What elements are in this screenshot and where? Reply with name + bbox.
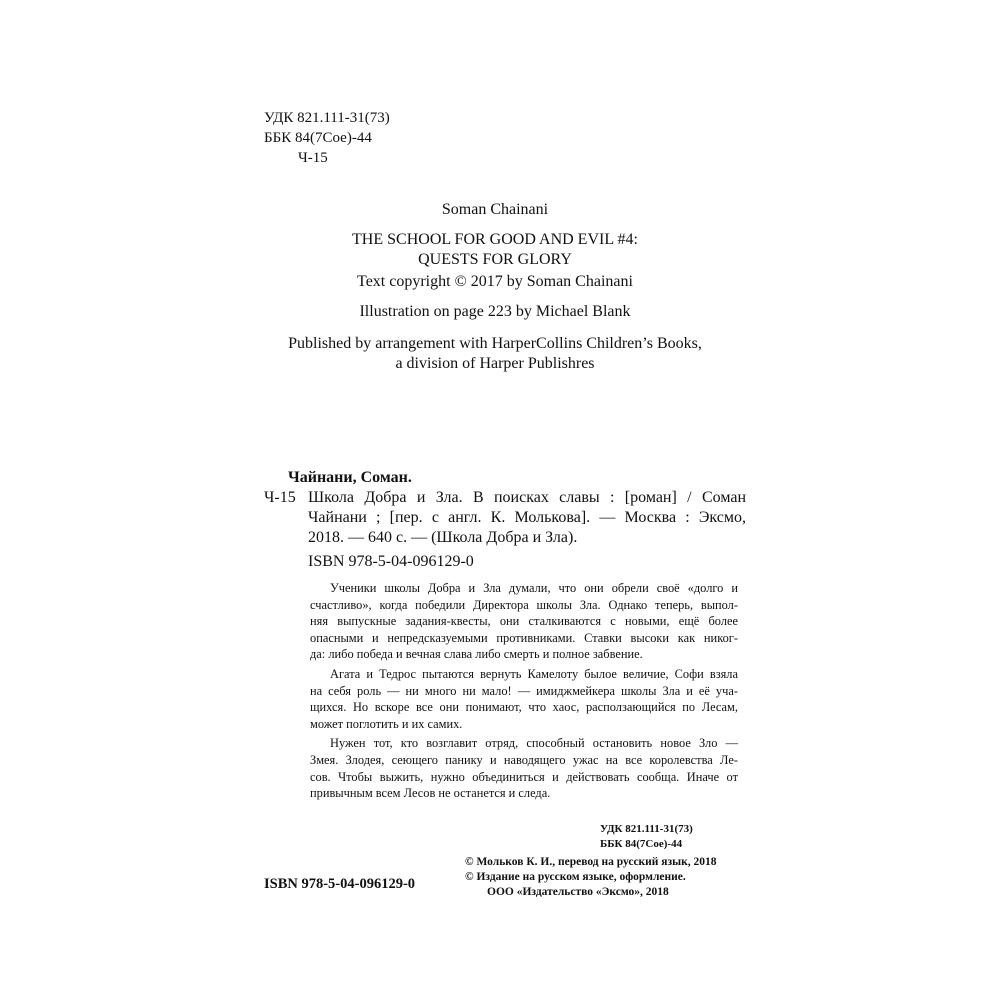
bibliographic-record	[264, 468, 746, 572]
publisher-note	[250, 334, 740, 374]
annotation-line: привычным всем Лесов не останется и следа.	[310, 786, 551, 801]
annotation-paragraph	[290, 666, 738, 732]
bib-line3: 2018. — 640 с. — (Школа Добра и Зла).	[308, 529, 578, 546]
original-title	[260, 230, 730, 270]
bib-code: Ч-15	[264, 489, 296, 506]
annotation	[290, 580, 738, 802]
bib-author: Чайнани, Соман.	[288, 469, 412, 486]
author-sign: Ч-15	[298, 150, 328, 166]
bib-title: Школа Добра и Зла. В поисках славы : [роман] / Соман	[308, 489, 746, 506]
footer-isbn: ISBN 978-5-04-096129-0	[264, 876, 416, 892]
annotation-line: Нужен тот, кто возглавит отряд, способный остановить новое Зло —	[330, 736, 738, 751]
original-author: Soman Chainani	[441, 201, 549, 218]
annotation-line: опасными и непредсказуемыми противниками. Ставки высоки как никог-	[310, 630, 738, 645]
copyright-line3: ООО «Издательство «Эксмо», 2018	[487, 886, 669, 898]
classification-block	[264, 108, 390, 168]
original-title-line1: THE SCHOOL FOR GOOD AND EVIL #4:	[352, 231, 638, 248]
bib-line1	[264, 488, 746, 508]
copyright-line1: © Мольков К. И., перевод на русский язык, 2018	[465, 856, 717, 868]
bib-isbn: ISBN 978-5-04-096129-0	[308, 553, 474, 570]
annotation-line: сов. Чтобы выжить, нужно объединиться и действовать сообща. Иначе от	[310, 769, 738, 784]
original-copyright: Text copyright © 2017 by Soman Chainani	[357, 273, 633, 290]
annotation-line: да: либо победа и вечная слава либо смерть и полное забвение.	[310, 647, 643, 662]
annotation-line: Агата и Тедрос пытаются вернуть Камелоту былое величие, Софи взяла	[330, 666, 738, 681]
classification-small	[600, 822, 738, 852]
annotation-line: Змея. Злодея, сеющего панику и наводящего ужас на все королевства Ле-	[310, 752, 738, 767]
annotation-line: может поглотить и их самих.	[310, 716, 463, 731]
annotation-paragraph	[290, 580, 738, 663]
bbk-code: ББК 84(7Сое)-44	[264, 130, 372, 146]
annotation-line: на себя роль — ни много ни мало! — имиджмейкера школы Зла и её уча-	[310, 683, 738, 698]
publisher-note-line1: Published by arrangement with HarperCollins Children’s Books,	[288, 335, 702, 352]
udk-code: УДК 821.111-31(73)	[264, 110, 390, 126]
bib-line2: Чайнани ; [пер. с англ. К. Молькова]. — Москва : Эксмо,	[308, 509, 746, 526]
annotation-line: счастливо», когда победили Директора школы Зла. Однако теперь, выпол-	[310, 597, 738, 612]
publisher-note-line2: a division of Harper Publishres	[395, 355, 595, 372]
annotation-line: щихся. Но вскоре все они понимают, что хаос, расползающийся по Лесам,	[310, 700, 738, 715]
bbk-code-small: ББК 84(7Сое)-44	[600, 838, 683, 850]
annotation-paragraph	[290, 735, 738, 801]
original-title-line2: QUESTS FOR GLORY	[418, 251, 572, 268]
annotation-line: няя выпускные задания-квесты, они сталкиваются с новыми, ещё более	[310, 614, 738, 629]
udk-code-small: УДК 821.111-31(73)	[600, 823, 693, 835]
copyright-line2: © Издание на русском языке, оформление.	[465, 871, 686, 883]
illustration-credit: Illustration on page 223 by Michael Blank	[359, 303, 631, 320]
copyright-notice	[465, 855, 717, 900]
annotation-line: Ученики школы Добра и Зла думали, что они обрели своё «долго и	[330, 581, 738, 595]
